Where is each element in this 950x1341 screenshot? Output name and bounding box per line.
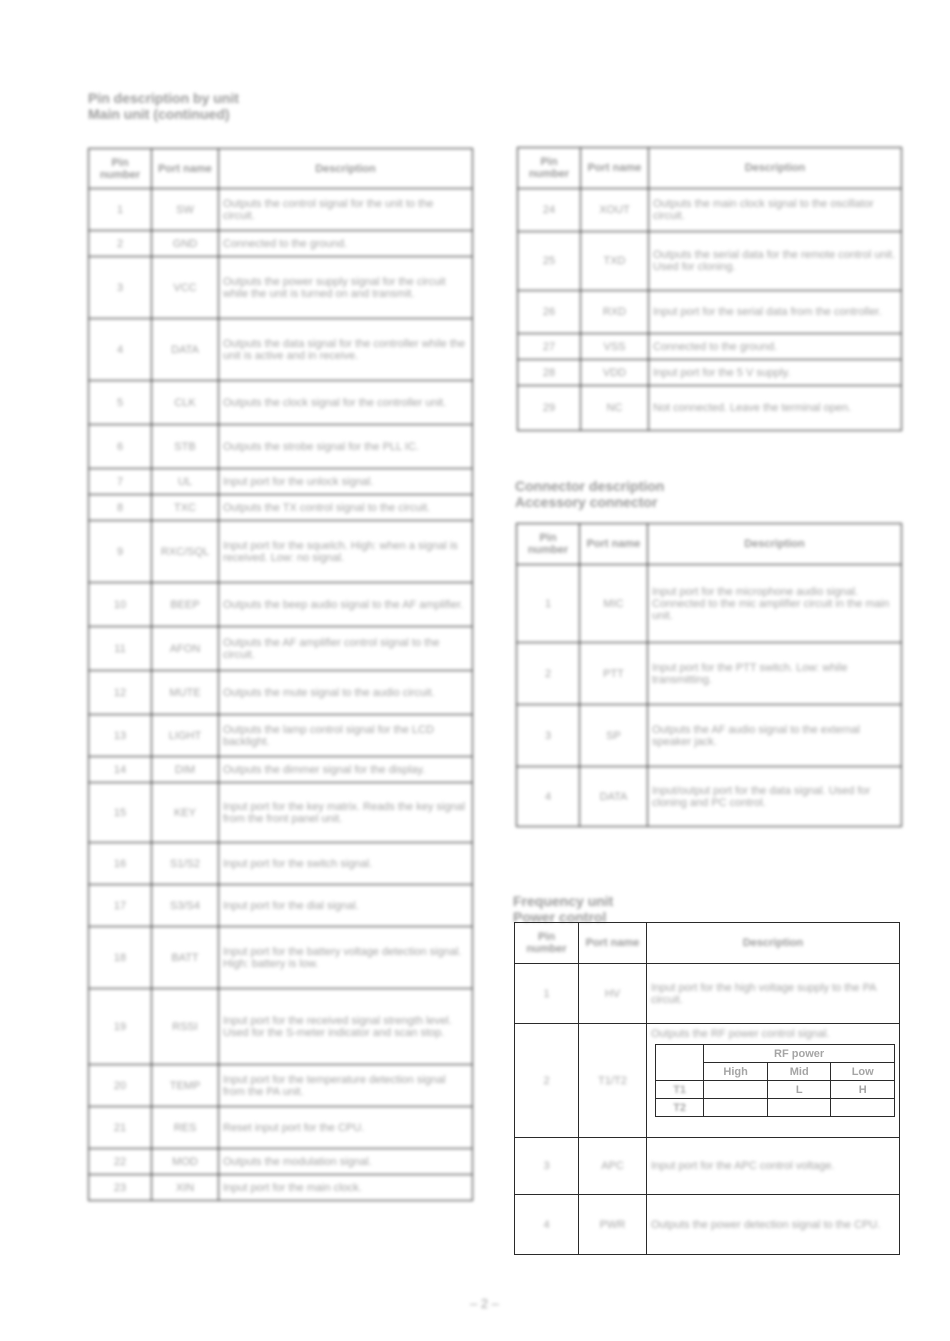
pin-number: 13 (89, 715, 152, 757)
port-name: MOD (152, 1149, 219, 1175)
pin-description: Input port for the battery voltage detection signal. High: battery is low. (219, 927, 473, 989)
pin-description: Outputs the control signal for the unit to the circuit. (219, 189, 473, 231)
port-name: VSS (581, 334, 649, 360)
table-row (518, 360, 902, 386)
table-row (89, 521, 473, 583)
pin-number: 4 (89, 319, 152, 381)
rf-power-corner (656, 1045, 704, 1081)
port-name: STB (152, 425, 219, 469)
rf-power-col-low: Low (831, 1063, 895, 1081)
pin-number: 3 (517, 705, 580, 767)
port-name: MIC (580, 565, 648, 643)
port-name: TXD (581, 232, 649, 291)
port-name: RXC/SQL (152, 521, 219, 583)
pin-number: 1 (89, 189, 152, 231)
pin-description: Input port for the high voltage supply to the PA circuit. (651, 981, 876, 1006)
table-row (515, 1195, 900, 1255)
table-row (89, 1149, 473, 1175)
table-row (89, 783, 473, 843)
table-row (89, 257, 473, 319)
port-name: HV (604, 987, 621, 1000)
table-row (518, 334, 902, 360)
table-row (89, 885, 473, 927)
pin-description: Input port for the dial signal. (219, 885, 473, 927)
pin-number: 24 (518, 189, 581, 232)
port-name: CLK (152, 381, 219, 425)
pin-description: Not connected. Leave the terminal open. (649, 386, 902, 431)
pin-number: 28 (518, 360, 581, 386)
col-header-description: Description (649, 148, 902, 189)
right-heading-2-line1: Connector description (515, 478, 665, 494)
pin-description: Input/output port for the data signal. Used for cloning and PC control. (648, 767, 902, 827)
pin-number: 21 (89, 1107, 152, 1149)
pin-description: Outputs the AF audio signal to the external speaker jack. (648, 705, 902, 767)
col-header-description: Description (219, 149, 473, 189)
right-pin-table-2 (516, 523, 902, 827)
right-pin-table-1 (517, 147, 902, 431)
port-name: RXD (581, 291, 649, 334)
table-row (89, 231, 473, 257)
pin-description: Connected to the ground. (219, 231, 473, 257)
pin-description: Outputs the modulation signal. (219, 1149, 473, 1175)
pin-number: 9 (89, 521, 152, 583)
table-row (518, 291, 902, 334)
port-name: DIM (152, 757, 219, 783)
right-heading-2-line2: Accessory connector (515, 494, 658, 510)
right-heading-3-line2: Power control (513, 909, 607, 925)
port-name: UL (152, 469, 219, 495)
pin-description: Outputs the data signal for the controller while the unit is active and in receive. (219, 319, 473, 381)
pin-description: Outputs the mute signal to the audio circuit. (219, 671, 473, 715)
table-row (517, 643, 902, 705)
pin-number: 19 (89, 989, 152, 1065)
pin-number: 12 (89, 671, 152, 715)
pin-number: 18 (89, 927, 152, 989)
port-name: NC (581, 386, 649, 431)
table-row (515, 1138, 900, 1195)
pin-number: 15 (89, 783, 152, 843)
pin-number: 29 (518, 386, 581, 431)
port-name: XIN (152, 1175, 219, 1201)
port-name: DATA (152, 319, 219, 381)
port-name: RSSI (152, 989, 219, 1065)
port-name: XOUT (581, 189, 649, 232)
table-row (89, 1175, 473, 1201)
rf-power-row-label: T1 (656, 1081, 704, 1099)
left-heading (88, 90, 348, 122)
pin-description: Input port for the temperature detection signal from the PA unit. (219, 1065, 473, 1107)
col-header-pin: Pin number (517, 524, 580, 565)
port-name: AFON (152, 627, 219, 671)
port-name: KEY (152, 783, 219, 843)
table-row (515, 964, 900, 1024)
pin-number: 23 (89, 1175, 152, 1201)
rf-power-row-label: T2 (656, 1099, 704, 1117)
port-name: GND (152, 231, 219, 257)
pin-number: 16 (89, 843, 152, 885)
table-row (518, 232, 902, 291)
port-name: MUTE (152, 671, 219, 715)
port-name: RES (152, 1107, 219, 1149)
pin-number: 14 (89, 757, 152, 783)
pin-number: 2 (517, 643, 580, 705)
pin-description: Input port for the serial data from the controller. (649, 291, 902, 334)
right-heading-3-line1: Frequency unit (513, 893, 614, 909)
pin-number: 26 (518, 291, 581, 334)
port-name: T1/T2 (598, 1074, 627, 1087)
pin-number: 3 (89, 257, 152, 319)
col-header-pin: Pin number (518, 148, 581, 189)
table-row (89, 627, 473, 671)
pin-description: Input port for the APC control voltage. (651, 1160, 835, 1172)
port-name: BEEP (152, 583, 219, 627)
pin-description: Outputs the clock signal for the controller unit. (219, 381, 473, 425)
pin-description: Outputs the main clock signal to the oscillator circuit. (649, 189, 902, 232)
table-row (517, 565, 902, 643)
pin-description: Outputs the TX control signal to the circuit. (219, 495, 473, 521)
port-name: VDD (581, 360, 649, 386)
pin-description: Outputs the strobe signal for the PLL IC. (219, 425, 473, 469)
table-row (517, 705, 902, 767)
table-row (89, 319, 473, 381)
table-row (89, 1107, 473, 1149)
col-header-port: Port name (581, 148, 649, 189)
right-table3-header-row (515, 923, 900, 964)
rf-power-title: RF power (704, 1045, 895, 1063)
port-name: S3/S4 (152, 885, 219, 927)
pin-description: Input port for the key matrix. Reads the key signal from the front panel unit. (219, 783, 473, 843)
port-name: VCC (152, 257, 219, 319)
pin-description: Input port for the squelch. High: when a signal is received. Low: no signal. (219, 521, 473, 583)
left-pin-table (88, 148, 473, 1201)
pin-number: 1 (543, 987, 550, 1000)
col-header-pin: Pin number (515, 923, 579, 964)
pin-number: 25 (518, 232, 581, 291)
pin-number: 5 (89, 381, 152, 425)
pin-number: 4 (543, 1218, 550, 1231)
table-row (89, 843, 473, 885)
pin-description: Outputs the power detection signal to the CPU. (651, 1218, 881, 1231)
table-row (89, 927, 473, 989)
port-name: SP (580, 705, 648, 767)
pin-description: Outputs the beep audio signal to the AF amplifier. (219, 583, 473, 627)
pin-number: 2 (543, 1074, 550, 1087)
table-row (89, 381, 473, 425)
rf-power-col-mid: Mid (768, 1063, 831, 1081)
pin-description: Input port for the unlock signal. (219, 469, 473, 495)
pin-number: 22 (89, 1149, 152, 1175)
pin-number: 8 (89, 495, 152, 521)
table-row (89, 1065, 473, 1107)
port-name: S1/S2 (152, 843, 219, 885)
pin-description: Outputs the lamp control signal for the LCD backlight. (219, 715, 473, 757)
pin-number: 27 (518, 334, 581, 360)
right-table2-header-row (517, 524, 902, 565)
pin-description: Outputs the AF amplifier control signal to the circuit. (219, 627, 473, 671)
table-row (518, 189, 902, 232)
port-name: PTT (580, 643, 648, 705)
left-heading-line1: Pin description by unit (88, 90, 239, 106)
right-heading-3 (513, 893, 733, 925)
table-row (89, 715, 473, 757)
pin-number: 17 (89, 885, 152, 927)
pin-number: 20 (89, 1065, 152, 1107)
page-number: – 2 – (470, 1296, 499, 1311)
col-header-port: Port name (152, 149, 219, 189)
port-name: TXC (152, 495, 219, 521)
table-row (89, 671, 473, 715)
pin-description: Reset input port for the CPU. (219, 1107, 473, 1149)
pin-description: Input port for the PTT switch. Low: while transmitting. (648, 643, 902, 705)
port-name: BATT (152, 927, 219, 989)
rf-power-cell (768, 1099, 831, 1117)
pin-number: 11 (89, 627, 152, 671)
pin-number: 7 (89, 469, 152, 495)
col-header-pin: Pin number (89, 149, 152, 189)
table-row (89, 425, 473, 469)
col-header-port: Port name (579, 923, 647, 964)
table-row (517, 767, 902, 827)
table-row (89, 583, 473, 627)
port-name: PWR (599, 1218, 626, 1231)
table-row (89, 189, 473, 231)
left-table-header-row (89, 149, 473, 189)
port-name: TEMP (152, 1065, 219, 1107)
table-row (89, 757, 473, 783)
pin-description: Input port for the received signal strength level. Used for the S-meter indicator and scan stop. (219, 989, 473, 1065)
table-row (89, 989, 473, 1065)
pin-number: 10 (89, 583, 152, 627)
pin-description: Outputs the serial data for the remote control unit. Used for cloning. (649, 232, 902, 291)
left-heading-line2: Main unit (continued) (88, 106, 230, 122)
col-header-port: Port name (580, 524, 648, 565)
rf-power-table (655, 1044, 895, 1117)
col-header-description: Description (647, 923, 900, 964)
pin-description: Outputs the RF power control signal. (651, 1028, 830, 1040)
port-name: APC (601, 1160, 624, 1172)
rf-power-cell (704, 1099, 768, 1117)
port-name: SW (152, 189, 219, 231)
port-name: DATA (580, 767, 648, 827)
pin-description: Input port for the main clock. (219, 1175, 473, 1201)
pin-description: Outputs the dimmer signal for the display. (219, 757, 473, 783)
col-header-description: Description (648, 524, 902, 565)
table-row (518, 386, 902, 431)
right-heading-2 (515, 478, 735, 510)
rf-power-cell (704, 1081, 768, 1099)
table-row (89, 495, 473, 521)
rf-power-col-high: High (704, 1063, 768, 1081)
rf-power-cell (831, 1099, 895, 1117)
pin-description: Connected to the ground. (649, 334, 902, 360)
pin-number: 2 (89, 231, 152, 257)
rf-power-cell: H (831, 1081, 895, 1099)
pin-description: Input port for the 5 V supply. (649, 360, 902, 386)
pin-number: 4 (517, 767, 580, 827)
pin-number: 3 (543, 1160, 550, 1172)
port-name: LIGHT (152, 715, 219, 757)
pin-description: Outputs the power supply signal for the circuit while the unit is turned on and transmit. (219, 257, 473, 319)
pin-description: Input port for the switch signal. (219, 843, 473, 885)
pin-number: 6 (89, 425, 152, 469)
pin-number: 1 (517, 565, 580, 643)
pin-description: Input port for the microphone audio signal. Connected to the mic amplifier circuit in the main unit. (648, 565, 902, 643)
right-pin-table-3 (514, 922, 900, 1255)
table-row (515, 1024, 900, 1138)
table-row (89, 469, 473, 495)
right-table1-header-row (518, 148, 902, 189)
rf-power-cell: L (768, 1081, 831, 1099)
